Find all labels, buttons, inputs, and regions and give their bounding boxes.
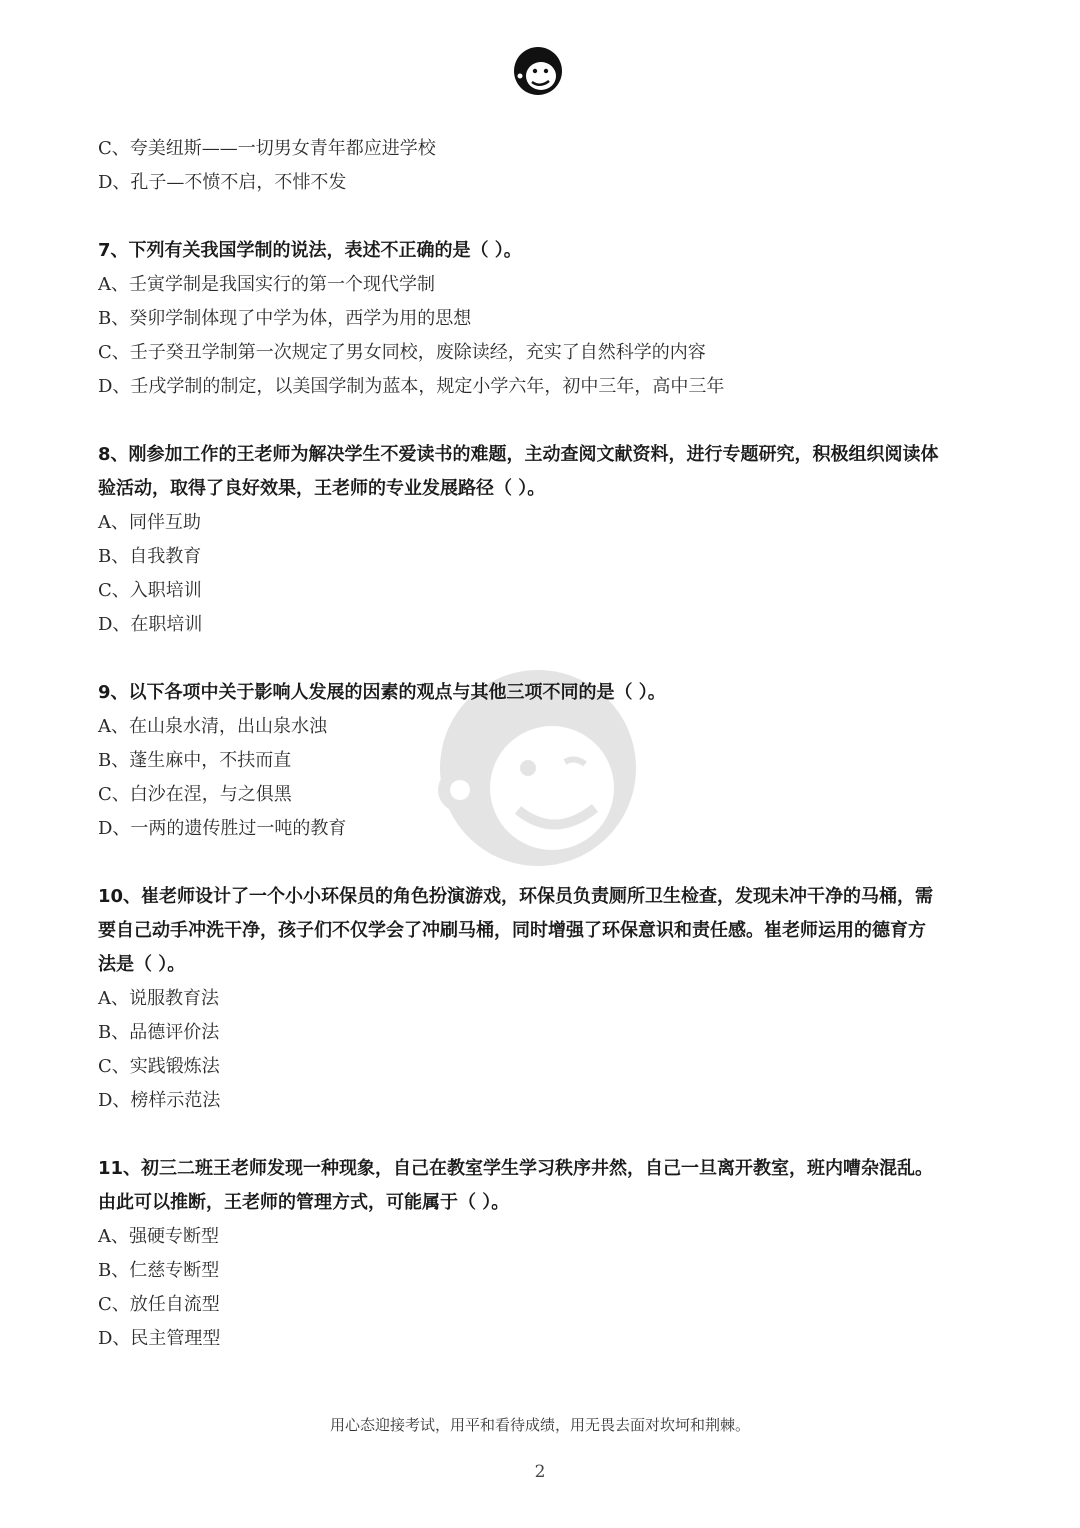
option-a[interactable]: A、同伴互助 [98,512,201,533]
option-b[interactable]: B、仁慈专断型 [98,1260,220,1281]
option-d[interactable]: D、一两的遗传胜过一吨的教育 [98,818,347,839]
option-a[interactable]: A、壬寅学制是我国实行的第一个现代学制 [98,274,435,295]
option-d[interactable]: D、壬戌学制的制定，以美国学制为蓝本，规定小学六年，初中三年，高中三年 [98,376,725,397]
option-d[interactable]: D、榜样示范法 [98,1090,221,1111]
option-b[interactable]: B、癸卯学制体现了中学为体，西学为用的思想 [98,308,472,329]
question-11 [98,1152,998,1356]
option-d[interactable]: D、孔子—不愤不启，不悱不发 [98,172,347,193]
question-title: 法是（ ）。 [98,954,186,975]
option-c[interactable]: C、夸美纽斯——一切男女青年都应进学校 [98,138,436,159]
question-list [98,132,998,1356]
question-title: 由此可以推断，王老师的管理方式，可能属于（ ）。 [98,1192,510,1213]
option-c[interactable]: C、实践锻炼法 [98,1056,220,1077]
question-7 [98,234,998,404]
page-number: 2 [534,1462,546,1482]
option-d[interactable]: D、在职培训 [98,614,203,635]
question-title: 11、初三二班王老师发现一种现象，自己在教室学生学习秩序井然，自己一旦离开教室，班内嘈杂混乱。 [98,1158,934,1179]
question-8 [98,438,998,642]
question-title: 10、崔老师设计了一个小小环保员的角色扮演游戏，环保员负责厕所卫生检查，发现未冲干净的马桶，需 [98,886,934,907]
option-c[interactable]: C、放任自流型 [98,1294,220,1315]
option-d[interactable]: D、民主管理型 [98,1328,221,1349]
option-b[interactable]: B、品德评价法 [98,1022,220,1043]
option-c[interactable]: C、壬子癸丑学制第一次规定了男女同校，废除读经，充实了自然科学的内容 [98,342,706,363]
footer-motto: 用心态迎接考试，用平和看待成绩，用无畏去面对坎坷和荆棘。 [329,1416,750,1434]
question-title: 8、刚参加工作的王老师为解决学生不爱读书的难题，主动查阅文献资料，进行专题研究，积极组织阅读体 [98,444,939,465]
question-title: 验活动，取得了良好效果，王老师的专业发展路径（ ）。 [98,478,546,499]
option-a[interactable]: A、强硬专断型 [98,1226,219,1247]
question-title: 要自己动手冲洗干净，孩子们不仅学会了冲刷马桶，同时增强了环保意识和责任感。崔老师运用的德育方 [98,920,926,941]
question-title: 7、下列有关我国学制的说法，表述不正确的是（ ）。 [98,240,522,261]
option-a[interactable]: A、说服教育法 [98,988,219,1009]
question-9 [98,676,998,846]
option-c[interactable]: C、入职培训 [98,580,202,601]
question-10 [98,880,998,1118]
option-b[interactable]: B、蓬生麻中，不扶而直 [98,750,292,771]
option-c[interactable]: C、白沙在涅，与之俱黑 [98,784,292,805]
question-title: 9、以下各项中关于影响人发展的因素的观点与其他三项不同的是（ ）。 [98,682,666,703]
option-b[interactable]: B、自我教育 [98,546,202,567]
option-a[interactable]: A、在山泉水清，出山泉水浊 [98,716,327,737]
monkey-logo-icon [508,40,568,100]
